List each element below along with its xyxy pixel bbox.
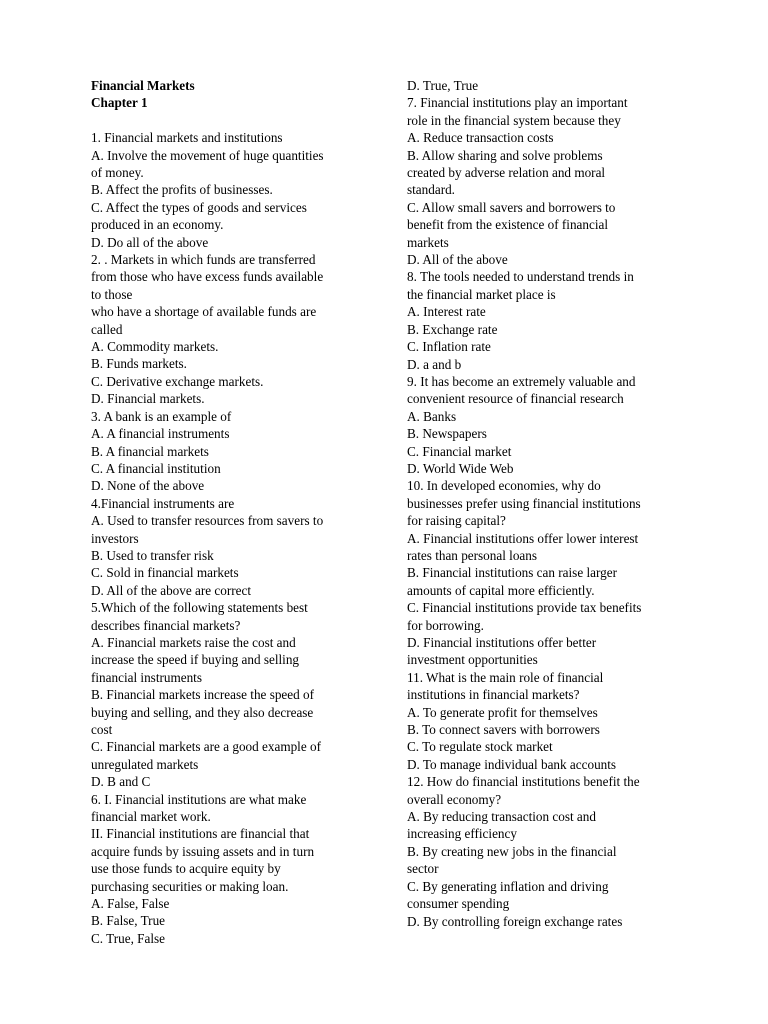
text-line: C. Affect the types of goods and services <box>91 199 307 215</box>
text-line: institutions in financial markets? <box>407 687 580 703</box>
text-line: D. To manage individual bank accounts <box>407 756 617 772</box>
text-line: A. Financial institutions offer lower interest <box>407 530 639 546</box>
text-line: 4.Financial instruments are <box>91 495 235 511</box>
text-line: B. A financial markets <box>91 443 209 459</box>
spacer <box>91 112 363 129</box>
text-line: B. Funds markets. <box>91 356 187 372</box>
text-line: of money. <box>91 165 144 181</box>
text-line: standard. <box>407 182 455 198</box>
text-line: use those funds to acquire equity by <box>91 861 281 877</box>
text-line: D. None of the above <box>91 478 205 494</box>
text-line: D. World Wide Web <box>407 460 514 476</box>
text-line: C. True, False <box>91 930 166 946</box>
text-line: 5.Which of the following statements best <box>91 600 308 616</box>
text-line: 2. . Markets in which funds are transferred <box>91 252 316 268</box>
text-line: D. All of the above <box>407 252 508 268</box>
text-line: produced in an economy. <box>91 217 224 233</box>
text-line: B. Financial institutions can raise larger <box>407 565 617 581</box>
text-line: A. To generate profit for themselves <box>407 704 598 720</box>
text-line: created by adverse relation and moral <box>407 165 606 181</box>
right-column-text <box>407 77 679 930</box>
left-column-text <box>91 129 363 947</box>
text-line: C. By generating inflation and driving <box>407 878 609 894</box>
text-line: B. Allow sharing and solve problems <box>407 147 603 163</box>
text-line: A. Banks <box>407 408 457 424</box>
text-line: the financial market place is <box>407 286 556 302</box>
text-line: D. Financial institutions offer better <box>407 635 597 650</box>
text-line: C. To regulate stock market <box>407 739 553 755</box>
text-line: A. Used to transfer resources from savers to <box>91 513 324 529</box>
text-line: C. Allow small savers and borrowers to <box>407 199 616 215</box>
text-line: A. Interest rate <box>407 304 486 320</box>
text-line: D. Do all of the above <box>91 234 209 250</box>
text-line: from those who have excess funds available <box>91 269 324 285</box>
document-title: Financial Markets <box>91 78 195 93</box>
text-line: increasing efficiency <box>407 826 517 842</box>
text-line: B. Newspapers <box>407 426 487 442</box>
text-line: for raising capital? <box>407 513 506 529</box>
text-line: D. By controlling foreign exchange rates <box>407 913 623 929</box>
text-line: 1. Financial markets and institutions <box>91 130 283 146</box>
text-line: A. Financial markets raise the cost and <box>91 634 296 650</box>
text-line: cost <box>91 722 113 738</box>
text-line: A. Commodity markets. <box>91 339 219 355</box>
text-line: B. False, True <box>91 913 166 929</box>
text-line: C. Financial markets are a good example of <box>91 739 321 755</box>
text-line: C. Financial institutions provide tax benefits <box>407 600 642 616</box>
text-line: A. Reduce transaction costs <box>407 130 554 146</box>
text-line: D. a and b <box>407 356 462 372</box>
text-line: rates than personal loans <box>407 547 538 563</box>
text-line: called <box>91 321 123 337</box>
text-line: 3. A bank is an example of <box>91 408 232 424</box>
right-column <box>407 77 679 930</box>
text-line: C. Derivative exchange markets. <box>91 373 264 389</box>
text-line: C. Sold in financial markets <box>91 565 239 581</box>
text-line: A. A financial instruments <box>91 426 230 442</box>
text-line: sector <box>407 861 439 877</box>
text-line: buying and selling, and they also decrease <box>91 704 314 720</box>
text-line: consumer spending <box>407 896 510 912</box>
text-line: 7. Financial institutions play an important <box>407 95 628 111</box>
text-line: convenient resource of financial research <box>407 391 624 407</box>
text-line: A. Involve the movement of huge quantities <box>91 147 324 163</box>
text-line: B. Financial markets increase the speed of <box>91 687 315 703</box>
text-line: 9. It has become an extremely valuable and <box>407 373 636 389</box>
text-line: A. By reducing transaction cost and <box>407 809 596 825</box>
text-line: overall economy? <box>407 791 502 807</box>
text-line: B. Affect the profits of businesses. <box>91 182 273 198</box>
text-line: 8. The tools needed to understand trends in <box>407 269 634 285</box>
text-line: unregulated markets <box>91 756 199 772</box>
text-line: II. Financial institutions are financial that <box>91 826 310 842</box>
text-line: investment opportunities <box>407 652 538 668</box>
text-line: acquire funds by issuing assets and in turn <box>91 843 315 859</box>
text-line: 11. What is the main role of financial <box>407 669 604 685</box>
text-line: purchasing securities or making loan. <box>91 878 289 894</box>
text-line: C. Financial market <box>407 443 512 459</box>
text-line: C. Inflation rate <box>407 339 491 355</box>
text-line: markets <box>407 234 449 250</box>
text-line: benefit from the existence of financial <box>407 217 609 233</box>
text-line: 12. How do financial institutions benefit the <box>407 774 640 790</box>
text-line: A. False, False <box>91 896 170 912</box>
text-line: D. Financial markets. <box>91 391 205 407</box>
text-line: describes financial markets? <box>91 617 241 633</box>
text-line: for borrowing. <box>407 617 484 633</box>
text-line: to those <box>91 286 133 302</box>
text-line: B. Used to transfer risk <box>91 547 214 563</box>
text-line: who have a shortage of available funds are <box>91 304 317 320</box>
text-line: B. By creating new jobs in the financial <box>407 843 617 859</box>
text-line: B. Exchange rate <box>407 321 498 337</box>
left-column <box>91 77 363 947</box>
text-line: increase the speed if buying and selling <box>91 652 300 668</box>
text-line: role in the financial system because they <box>407 112 621 128</box>
text-line: financial instruments <box>91 669 202 685</box>
chapter-heading: Chapter 1 <box>91 95 148 111</box>
text-line: businesses prefer using financial institutions <box>407 495 641 511</box>
text-line: D. All of the above are correct <box>91 582 252 598</box>
text-line: D. True, True <box>407 78 479 93</box>
text-line: 6. I. Financial institutions are what make <box>91 791 307 807</box>
text-line: amounts of capital more efficiently. <box>407 582 595 598</box>
text-line: B. To connect savers with borrowers <box>407 722 600 738</box>
text-line: investors <box>91 530 139 546</box>
text-line: D. B and C <box>91 774 151 790</box>
text-line: C. A financial institution <box>91 460 221 476</box>
text-line: 10. In developed economies, why do <box>407 478 601 494</box>
text-line: financial market work. <box>91 809 211 825</box>
